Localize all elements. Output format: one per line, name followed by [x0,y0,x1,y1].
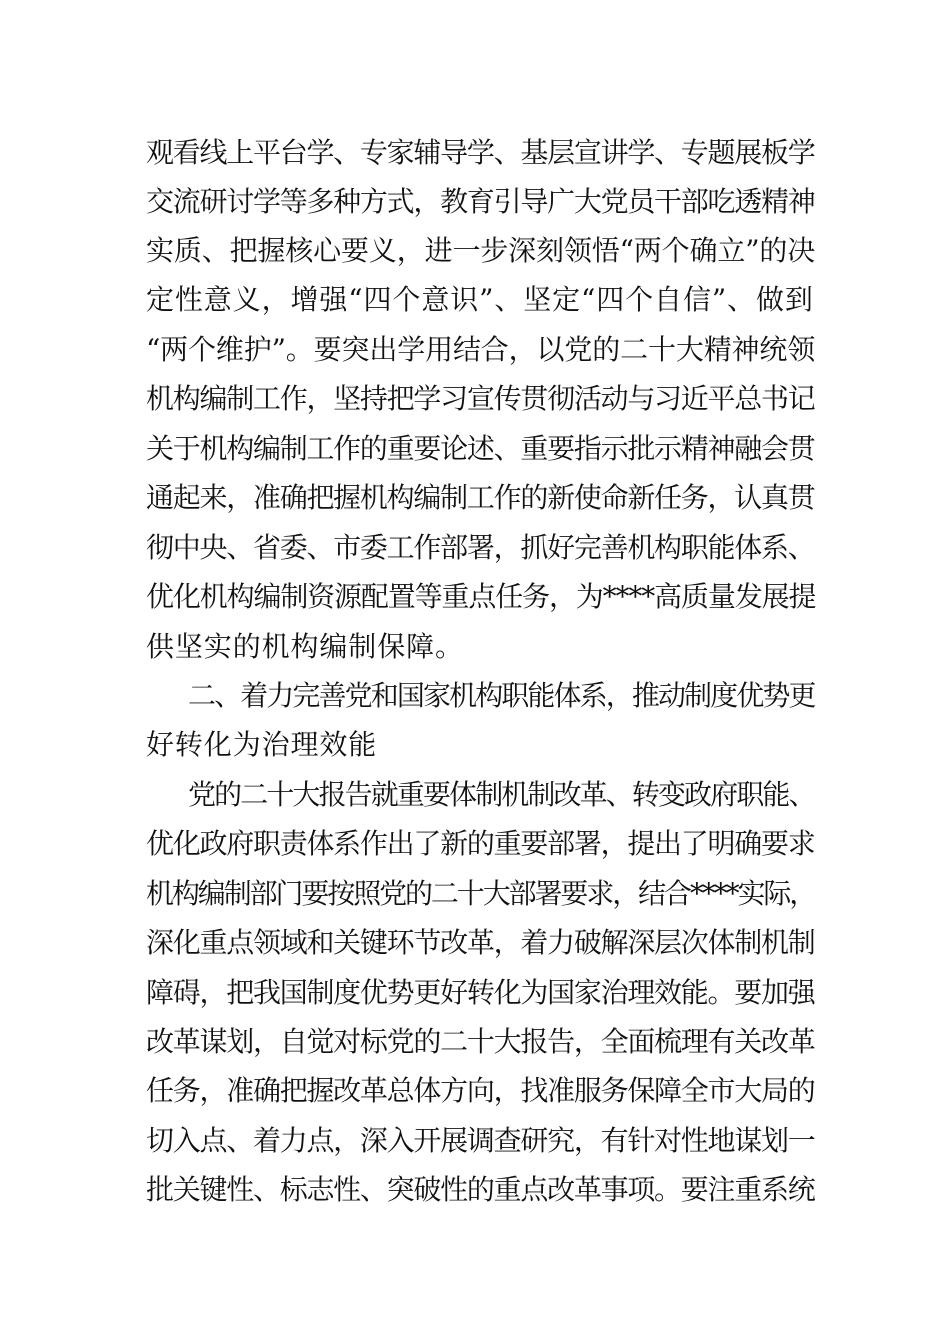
text-line: 通起来，准确把握机构编制工作的新使命新任务，认真贯 [146,481,815,514]
text-line: 观看线上平台学、专家辅导学、基层宣讲学、专题展板学 [146,136,815,169]
text-line: 任务，准确把握改革总体方向，找准服务保障全市大局的 [146,1074,815,1107]
text-line: 供坚实的机构编制保障。 [146,630,464,663]
section-heading-continued: 好转化为治理效能 [146,728,378,761]
text-line: 障碍，把我国制度优势更好转化为国家治理效能。要加强 [146,976,815,1009]
text-line: 切入点、着力点，深入开展调查研究，有针对性地谋划一 [146,1124,815,1157]
text-line: 定性意义，增强“四个意识”、坚定“四个自信”、做到 [146,283,814,316]
text-line: 机构编制工作，坚持把学习宣传贯彻活动与习近平总书记 [146,382,815,415]
text-line: 实质、把握核心要义，进一步深刻领悟“两个确立”的决 [146,234,816,267]
text-line: 深化重点领域和关键环节改革，着力破解深层次体制机制 [146,926,815,959]
section-heading: 二、着力完善党和国家机构职能体系，推动制度优势更 [188,679,815,712]
text-line: 机构编制部门要按照党的二十大部署要求，结合****实际， [146,877,816,910]
text-line: 批关键性、标志性、突破性的重点改革事项。要注重系统 [146,1173,815,1206]
text-line: 党的二十大报告就重要体制机制改革、转变政府职能、 [188,778,815,811]
text-line: 改革谋划，自觉对标党的二十大报告，全面梳理有关改革 [146,1025,815,1058]
text-line: 交流研讨学等多种方式，教育引导广大党员干部吃透精神 [146,185,815,218]
text-line: 彻中央、省委、市委工作部署，抓好完善机构职能体系、 [146,531,815,564]
text-line: 优化政府职责体系作出了新的重要部署，提出了明确要求 [146,827,815,860]
text-line: “两个维护”。要突出学用结合，以党的二十大精神统领 [146,333,816,366]
text-line: 优化机构编制资源配置等重点任务，为****高质量发展提 [146,580,816,613]
text-line: 关于机构编制工作的重要论述、重要指示批示精神融会贯 [146,432,815,465]
